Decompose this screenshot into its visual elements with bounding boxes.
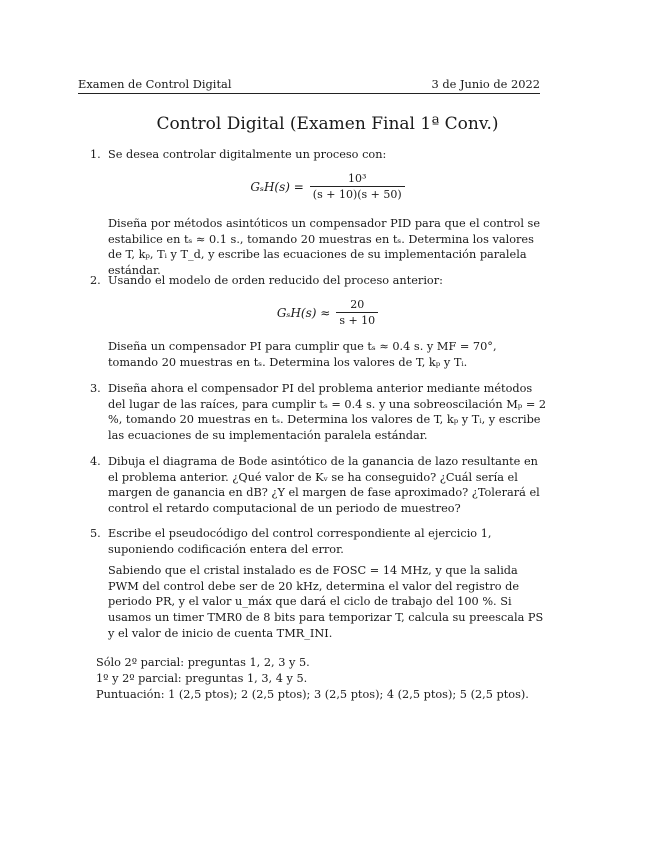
question-4 bbox=[90, 454, 550, 516]
equation-lhs: GₛH(s) ≈ bbox=[276, 305, 331, 320]
question-number: 3. bbox=[90, 382, 101, 395]
footer-note-2: 1º y 2º parcial: preguntas 1, 3, 4 y 5. bbox=[96, 672, 308, 685]
question-number: 5. bbox=[90, 527, 101, 540]
question-3 bbox=[90, 381, 550, 443]
header-date: 3 de Junio de 2022 bbox=[431, 77, 540, 91]
question-intro: Se desea controlar digitalmente un proceso con: bbox=[108, 148, 387, 161]
header-course: Examen de Control Digital bbox=[78, 77, 232, 91]
footer-scoring: Puntuación: 1 (2,5 ptos); 2 (2,5 ptos); 3 (2,5 ptos); 4 (2,5 ptos); 5 (2,5 ptos). bbox=[96, 688, 529, 701]
question-number: 4. bbox=[90, 455, 101, 468]
question-2 bbox=[90, 273, 550, 289]
question-5 bbox=[90, 526, 550, 641]
equation-2 bbox=[0, 298, 655, 327]
question-intro: Escribe el pseudocódigo del control correspondiente al ejercicio 1, suponiendo codificación entera del error. bbox=[108, 527, 492, 556]
footer-note-1: Sólo 2º parcial: preguntas 1, 2, 3 y 5. bbox=[96, 656, 310, 669]
question-text: Diseña por métodos asintóticos un compensador PID para que el control se estabilice en tₛ ≈ 0.1 s., tomando 20 muestras en tₛ. Determina los valores de T, kₚ, Tᵢ y T_d, y escribe las ecuaciones de su implementación paralela estándar. bbox=[108, 217, 541, 277]
page-header bbox=[78, 77, 540, 94]
question-number: 1. bbox=[90, 148, 101, 161]
question-1 bbox=[90, 147, 550, 163]
question-text: Diseña un compensador PI para cumplir que tₛ ≈ 0.4 s. y MF = 70°, tomando 20 muestras en tₛ. Determina los valores de T, kₚ y Tᵢ. bbox=[108, 340, 497, 369]
equation-denominator: s + 10 bbox=[336, 312, 378, 327]
equation-1 bbox=[0, 172, 655, 201]
question-1-body bbox=[90, 216, 550, 278]
equation-lhs: GₛH(s) = bbox=[250, 179, 304, 194]
question-text: Dibuja el diagrama de Bode asintótico de la ganancia de lazo resultante en el problema anterior. ¿Qué valor de Kᵥ se ha conseguido? ¿Cuál sería el margen de ganancia en dB? ¿Y el margen de fase aproximado? ¿Tolerará el control el retardo computacional de un periodo de muestreo? bbox=[108, 455, 540, 515]
equation-numerator: 20 bbox=[350, 298, 365, 311]
question-number: 2. bbox=[90, 274, 101, 287]
question-text: Sabiendo que el cristal instalado es de FOSC = 14 MHz, y que la salida PWM del control debe ser de 20 kHz, determina el valor del registro de periodo PR, y el valor u_máx que dará el ciclo de trabajo del 100 %. Si usamos un timer TMR0 de 8 bits para temporizar T, calcula su preescala PS y el valor de inicio de cuenta TMR_INI. bbox=[108, 564, 544, 640]
equation-denominator: (s + 10)(s + 50) bbox=[310, 186, 405, 201]
question-2-body bbox=[90, 339, 550, 370]
question-text: Diseña ahora el compensador PI del problema anterior mediante métodos del lugar de las raíces, para cumplir tₛ = 0.4 s. y una sobreoscilación Mₚ = 2 %, tomando 20 muestras en tₛ. Determina los valores de T, kₚ y Tᵢ, y escribe las ecuaciones de su implementación paralela estándar. bbox=[108, 382, 547, 442]
equation-numerator: 10³ bbox=[348, 172, 367, 185]
question-intro: Usando el modelo de orden reducido del proceso anterior: bbox=[108, 274, 443, 287]
page-title: Control Digital (Examen Final 1ª Conv.) bbox=[156, 114, 499, 134]
